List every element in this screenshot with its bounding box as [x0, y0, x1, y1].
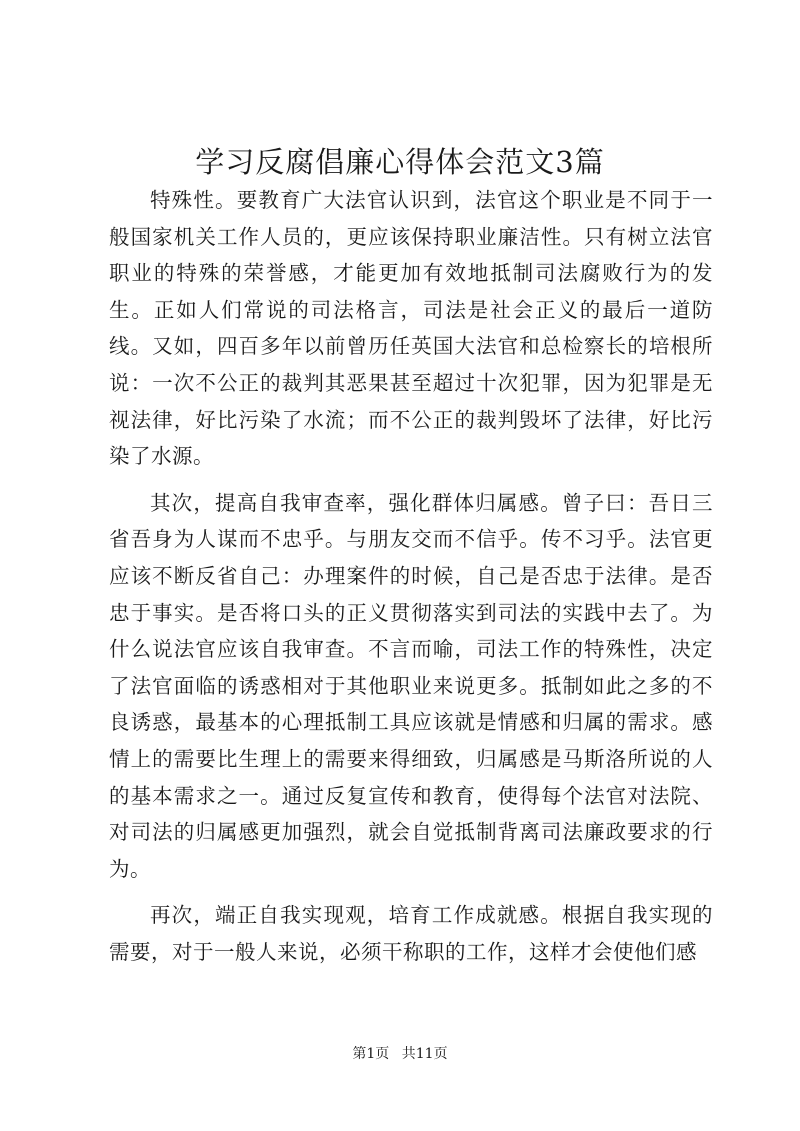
page-number: 第1页 [352, 1046, 390, 1062]
document-title: 学习反腐倡廉心得体会范文3篇 [195, 145, 605, 179]
page-footer [0, 1044, 800, 1064]
page-total: 共11页 [401, 1046, 448, 1062]
paragraph-1: 特殊性。要教育广大法官认识到，法官这个职业是不同于一般国家机关工作人员的，更应该保持职业廉洁性。只有树立法官职业的特殊的荣誉感，才能更加有效地抵制司法腐败行为的发生。正如人们常说的司法格言，司法是社会正义的最后一道防线。又如，四百多年以前曾历任英国大法官和总检察长的培根所说：一次不公正的裁判其恶果甚至超过十次犯罪，因为犯罪是无视法律，好比污染了水流；而不公正的裁判毁坏了法律，好比污染了水源。 [109, 188, 713, 469]
paragraph-2: 其次，提高自我审查率，强化群体归属感。曾子曰：吾日三省吾身为人谋而不忠乎。与朋友交而不信乎。传不习乎。法官更应该不断反省自己：办理案件的时候，自己是否忠于法律。是否忠于事实。是否将口头的正义贯彻落实到司法的实践中去了。为什么说法官应该自我审查。不言而喻，司法工作的特殊性，决定了法官面临的诱惑相对于其他职业来说更多。抵制如此之多的不良诱惑，最基本的心理抵制工具应该就是情感和归属的需求。感情上的需要比生理上的需要来得细致，归属感是马斯洛所说的人的基本需求之一。通过反复宣传和教育，使得每个法官对法院、对司法的归属感更加强烈，就会自觉抵制背离司法廉政要求的行为。 [109, 490, 713, 881]
paragraph-3: 再次，端正自我实现观，培育工作成就感。根据自我实现的需要，对于一般人来说，必须干称职的工作，这样才会使他们感 [109, 903, 713, 964]
document-body [109, 182, 713, 970]
